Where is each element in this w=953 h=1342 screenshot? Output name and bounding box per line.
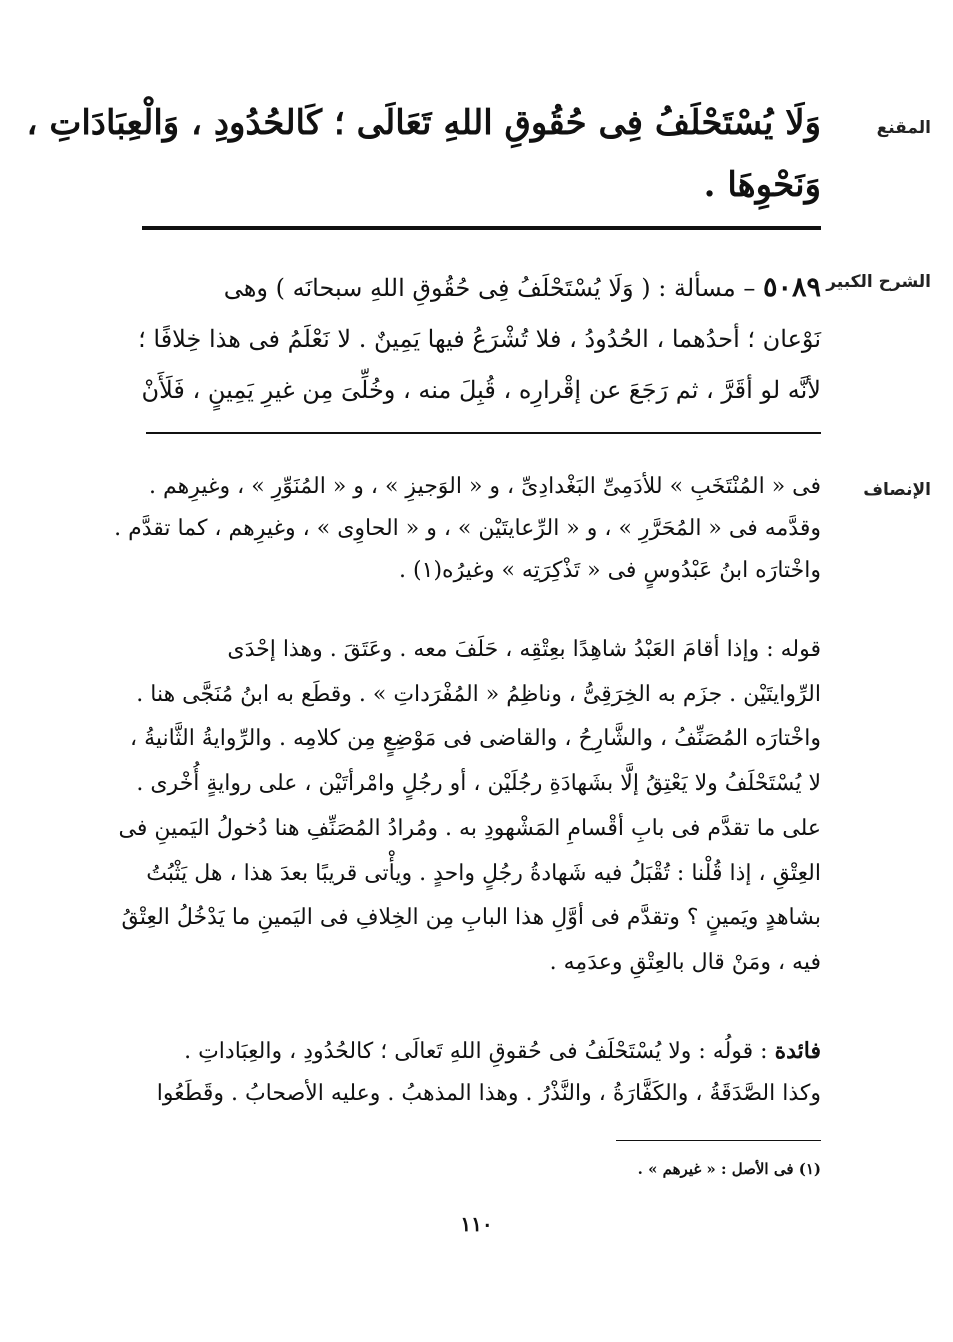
sharh-line-2: نَوْعان ؛ أحدُهما ، الحُدُودُ ، فلا تُشْرَعُ فيها يَمِينٌ . لا نَعْلَمُ فى هذا خِلافًا ؛: [138, 325, 821, 353]
insaf-p2-line-1: قوله : وإذا أقامَ العَبْدُ شاهِدًا بعِتْقِه ، حَلَفَ معه . وعَتَقَ . وهذا إحْدَى: [227, 637, 821, 662]
insaf-p2-line-4: لا يُسْتَحْلَفُ ولا يَعْتِقُ إلَّا بشَهادَةِ رجُلَيْن ، أو رجُلٍ وامْرأتَيْن ، على روايةٍ أُخْرى .: [136, 771, 821, 797]
sharh-line-3: لأنَّه لو أقَرَّ ، ثم رَجَعَ عن إقْرارِه ، قُبِلَ منه ، وخُلِّىَ مِن غيرِ يَمِينٍ ، فَلَأَنْ: [141, 376, 821, 404]
insaf-paragraph-3: [140, 1030, 821, 1115]
muqni-line-1: وَلَا يُسْتَحْلَفُ فِى حُقُوقِ اللهِ تَعَالَى ؛ كَالحُدُودِ ، وَالْعِبَادَاتِ ،: [26, 103, 821, 143]
sharh-text: [140, 262, 821, 416]
faida-heading: فائدة: [774, 1038, 821, 1064]
side-label-insaf: الإنصاف: [863, 480, 931, 500]
section-divider-thick: [142, 226, 821, 230]
issue-number: ٥٠٨٩: [762, 272, 821, 303]
insaf-p2-line-3: واخْتارَه المُصَنِّفُ ، والشَّارِحُ ، والقاضى فى مَوْضِعٍ مِن كلامِه . والرِّوايةُ الثَّانيةُ ،: [130, 726, 821, 752]
insaf-p1-line-2: وقدَّمه فى « المُحَرَّرِ » ، و « الرِّعايتَيْن » ، و « الحاوِى » ، وغيرِهم ، كما تقدَّم .: [114, 516, 821, 541]
insaf-p2-line-5: على ما تقدَّم فى بابِ أقْسامِ المَشْهودِ به . ومُرادُ المُصَنِّفِ هنا دُخولُ اليَمينِ فى: [118, 815, 821, 841]
insaf-p3-line-2: وكذا الصَّدَقَةُ ، والكَفَّارَةُ ، والنَّذْرُ . وهذا المذهبُ . وعليه الأصحابُ . وقَطَعُوا: [156, 1081, 821, 1106]
insaf-p2-line-7: بشاهدٍ ويَمينٍ ؟ وتقدَّم فى أوَّلِ هذا البابِ مِن الخِلافِ فى اليَمينِ ما يَدْخُلُ العِتْقُ: [121, 905, 821, 931]
page-number: ١١٠: [460, 1212, 493, 1236]
insaf-paragraph-2: [118, 628, 821, 986]
footnote: (١) فى الأصل : « غيرهم » .: [637, 1160, 821, 1178]
muqni-text: [26, 92, 821, 216]
insaf-p2-line-2: الرِّوايتَيْن . جزَم به الخِرَقِىُّ ، وناظِمُ « المُفْرَداتِ » . وقطَع به ابنُ مُنَجَّى هنا .: [136, 681, 821, 707]
side-label-muqni: المقنع: [876, 118, 931, 138]
insaf-p3-line-1-text: : قولُه : ولا يُسْتَحْلَفُ فى حُقوقِ اللهِ تَعالَى ؛ كالحُدُودِ ، والعِبَاداتِ .: [184, 1039, 775, 1064]
muqni-line-2: وَنَحْوِهَا .: [703, 165, 821, 205]
insaf-p3-line-1: [140, 1030, 821, 1073]
insaf-p2-line-6: العِتْقِ ، إذا قُلْنا : تُقْبَلُ فيه شَهادةُ رجُلٍ واحدٍ . ويأْتى قريبًا بعدَ هذا ، هل يَثْبُتُ: [146, 860, 821, 886]
insaf-p2-line-8: فيه ، ومَنْ قال بالعِتْقِ وعدَمِه .: [549, 949, 821, 975]
footnote-divider: [616, 1140, 821, 1141]
insaf-p1-line-3: واخْتارَه ابنُ عَبْدُوسٍ فى « تَذْكِرَتِه » وغيرُه(١) .: [399, 558, 821, 583]
sharh-line-1: [140, 262, 821, 314]
insaf-paragraph-1: [114, 466, 821, 592]
insaf-p1-line-1: فى « المُنْتَخَبِ » للأدَمِىِّ البَغْدادِىِّ ، و « الوَجيزِ » ، و « المُنَوِّرِ » ، وغيرِهم .: [148, 474, 821, 499]
side-label-sharh: الشرح الكبير: [826, 272, 931, 292]
sharh-line-1-text: – مسألة : ( وَلَا يُسْتَحْلَفُ فِى حُقُوقِ اللهِ سبحانَه ) وهى: [223, 274, 763, 302]
section-divider-thin: [146, 432, 821, 434]
